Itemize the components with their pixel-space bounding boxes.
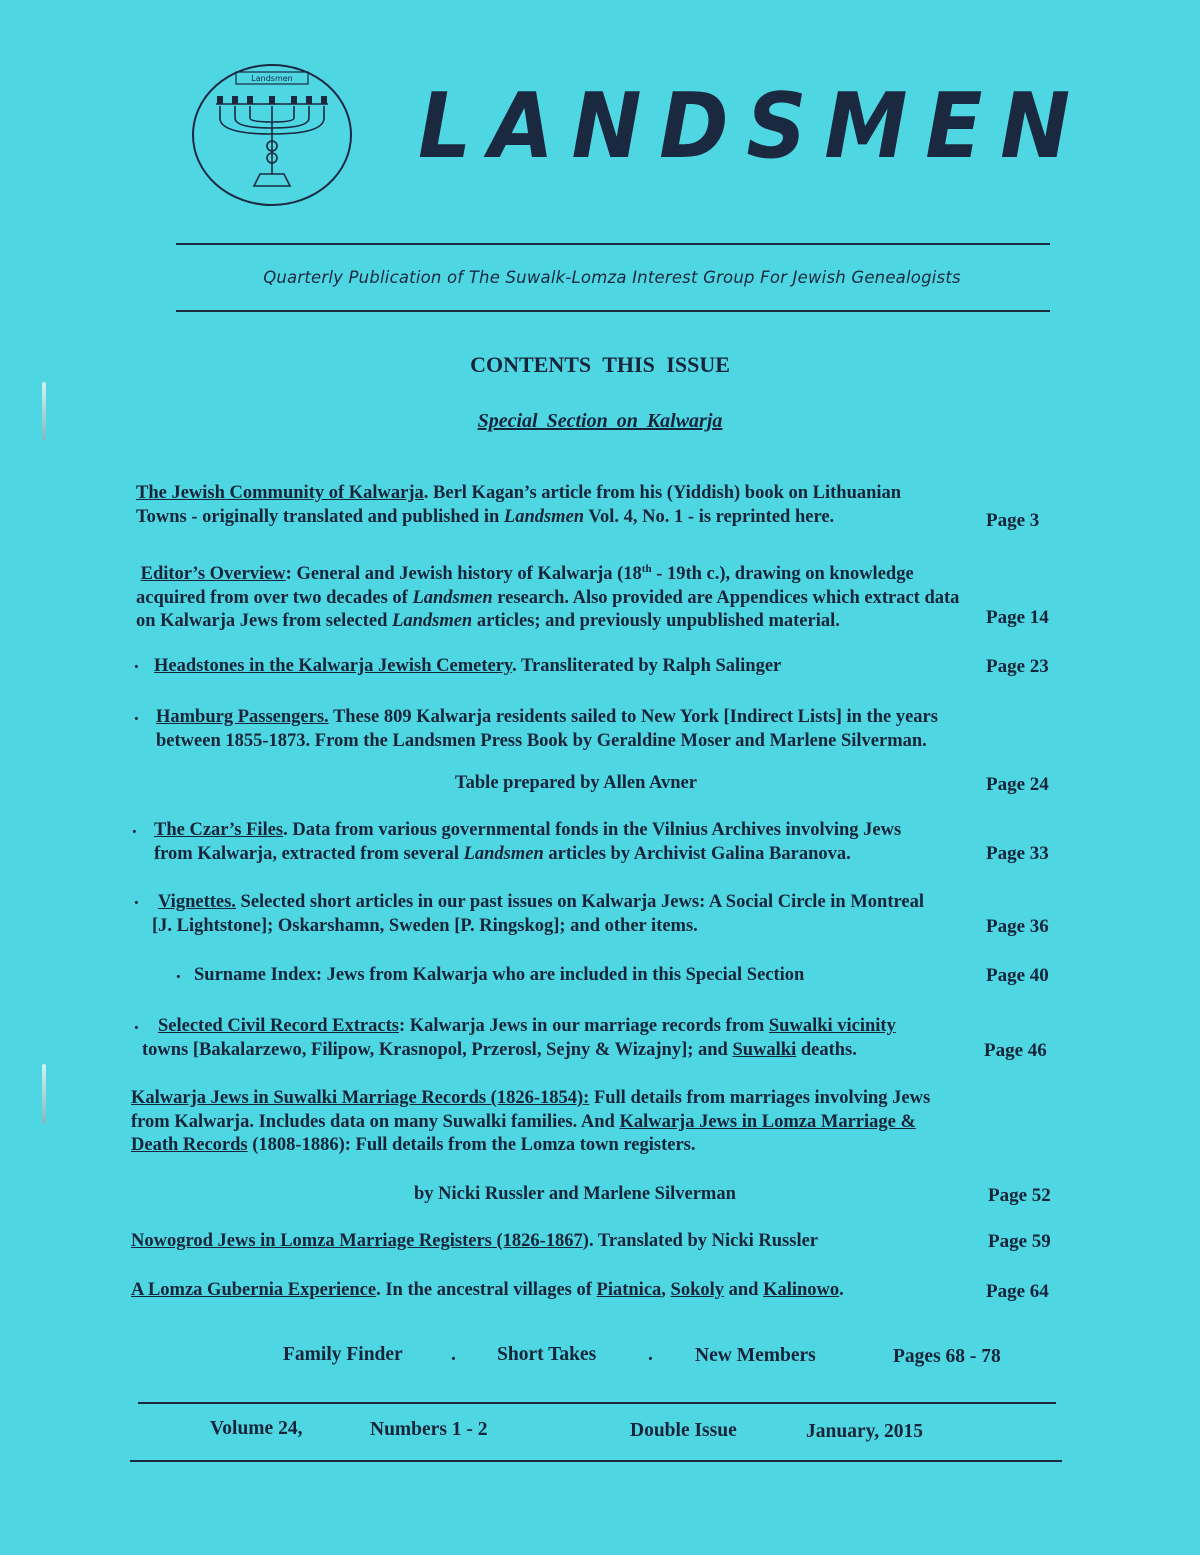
regular-features-pages: Pages 68 - 78 [893,1346,1001,1367]
bullet: . [134,652,139,673]
family-finder: Family Finder [283,1344,403,1365]
divider-issue-bottom [130,1460,1062,1462]
issue-date: January, 2015 [806,1421,924,1442]
toc-entry-civil-records: Selected Civil Record Extracts: Kalwarja Jews in our marriage records from Suwalki vicinity towns [Bakalarzewo, Filipow, Krasnopol, Przerosl, Sejny & Wizajny]; and Suwalki deaths. [142,1016,896,1060]
table-credit: Table prepared by Allen Avner [455,773,697,793]
page-number: Page 14 [986,607,1049,628]
bullet: . [176,962,181,983]
menorah-logo [190,62,354,208]
page-number: Page 59 [988,1231,1051,1252]
toc-entry-czars-files: The Czar’s Files. Data from various governmental fonds in the Vilnius Archives involving Jews from Kalwarja, extracted from several Landsmen articles by Archivist Galina Baranova. [154,820,902,864]
double-issue: Double Issue [630,1420,737,1441]
separator-dot: . [451,1344,456,1365]
short-takes: Short Takes [497,1344,597,1365]
bullet: . [134,704,139,725]
logo-label: Landsmen [251,74,293,83]
page-number: Page 24 [986,774,1049,795]
toc-entry-hamburg-passengers: Hamburg Passengers. These 809 Kalwarja residents sailed to New York [Indirect Lists] in the years between 1855-1873. From the Landsmen Press Book by Geraldine Moser and Marlene Silverman. [156,707,938,751]
staple-bottom [42,1064,46,1124]
page-number: Page 3 [986,510,1040,531]
toc-entry-nowogrod: Nowogrod Jews in Lomza Marriage Registers (1826-1867). Translated by Nicki Russler [131,1231,819,1251]
entry-title: A Lomza Gubernia Experience [131,1280,377,1300]
entry-title: Editor’s Overview [140,564,286,585]
divider-subtitle [176,310,1050,312]
authors-credit: by Nicki Russler and Marlene Silverman [414,1184,736,1204]
toc-entry-headstones: Headstones in the Kalwarja Jewish Cemetery. Transliterated by Ralph Salinger [154,656,782,676]
separator-dot: . [648,1344,653,1365]
bullet: . [134,888,139,909]
entry-title: The Jewish Community of Kalwarja [136,483,424,503]
new-members: New Members [695,1345,816,1366]
divider-issue-top [138,1402,1056,1404]
toc-entry-suwalki-marriages: Kalwarja Jews in Suwalki Marriage Records (1826-1854): Full details from marriages involving Jews from Kalwarja. Includes data on many Suwalki families. And Kalwarja Jews in Lomza Marriage & Death Records (1808-1886): Full details from the Lomza town registers. [131,1088,931,1155]
toc-entry-lomza-gubernia: A Lomza Gubernia Experience. In the ancestral villages of Piatnica, Sokoly and Kalinowo. [131,1280,844,1300]
entry-title: Kalwarja Jews in Suwalki Marriage Records (1826-1854): [131,1088,590,1108]
publication-subtitle: Quarterly Publication of The Suwalk-Lomza Interest Group For Jewish Genealogists [263,268,961,287]
divider-top [176,243,1050,245]
entry-title: Headstones in the Kalwarja Jewish Cemetery [154,656,513,676]
page-number: Page 52 [988,1185,1051,1206]
special-section-heading: Special Section on Kalwarja [477,410,723,432]
page-number: Page 36 [986,916,1049,937]
page-number: Page 64 [986,1281,1049,1302]
page-number: Page 46 [984,1040,1047,1061]
toc-entry-surname-index: Surname Index: Jews from Kalwarja who are included in this Special Section [194,965,805,985]
page-number: Page 40 [986,965,1049,986]
page-number: Page 23 [986,656,1049,677]
entry-title: Hamburg Passengers. [156,707,329,727]
entry-title: Vignettes. [158,892,236,912]
bullet: . [132,817,137,838]
masthead-title: LANDSMEN [418,74,1088,179]
entry-title: Nowogrod Jews in Lomza Marriage Registers (1826-1867 [131,1231,583,1251]
toc-entry-jewish-community: The Jewish Community of Kalwarja. Berl Kagan’s article from his (Yiddish) book on Lithuanian Towns - originally translated and published in Landsmen Vol. 4, No. 1 - is reprinted here. [136,483,902,527]
entry-title: Selected Civil Record Extracts [158,1016,399,1036]
contents-heading: CONTENTS THIS ISSUE [470,352,730,377]
toc-entry-vignettes: Vignettes. Selected short articles in our past issues on Kalwarja Jews: A Social Circle in Montreal [J. Lightstone]; Oskarshamn, Sweden [P. Ringskog]; and other items. [152,892,924,936]
entry-title: The Czar’s Files [154,820,284,840]
page-number: Page 33 [986,843,1049,864]
numbers: Numbers 1 - 2 [370,1419,488,1440]
toc-entry-editors-overview: Editor’s Overview: General and Jewish history of Kalwarja (18th - 19th c.), drawing on knowledge acquired from over two decades of Landsmen research. Also provided are Appendices which extract data on Kalwarja Jews from selected Landsmen articles; and previously unpublished material. [136,563,960,632]
volume: Volume 24, [210,1418,303,1439]
bullet: . [134,1013,139,1034]
